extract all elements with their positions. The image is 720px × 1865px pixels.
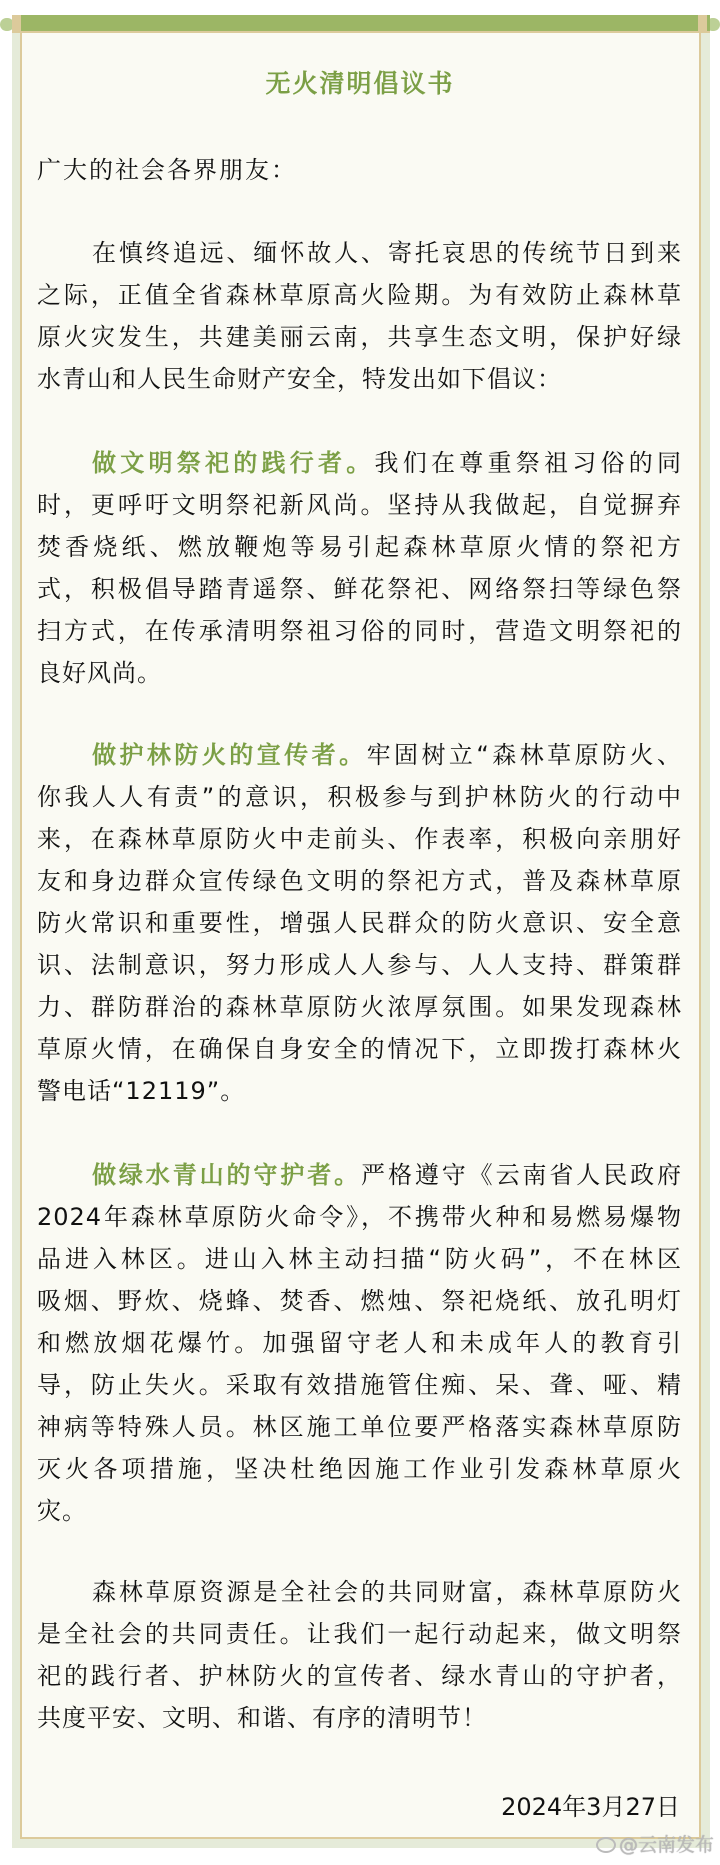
watermark-text: @云南发布: [618, 1834, 714, 1856]
paragraph: [37, 1154, 682, 1532]
line-text: 祀的践行者、护林防火的宣传者、绿水青山的守护者，: [37, 1662, 682, 1690]
text-line: [37, 1238, 682, 1280]
text-line: [37, 652, 682, 694]
line-text: 焚香烧纸、燃放鞭炮等易引起森林草原火情的祭祀方: [37, 533, 682, 561]
line-text: 和燃放烟花爆竹。加强留守老人和未成年人的教育引: [37, 1329, 682, 1357]
paragraph: [37, 1571, 682, 1739]
paragraph-lead-heading: 做文明祭祀的践行者。: [92, 449, 375, 477]
line-text: 你我人人有责”的意识，积极参与到护林防火的行动中: [37, 783, 682, 811]
text-line: [37, 902, 682, 944]
text-line: [37, 1490, 682, 1532]
salutation: 广大的社会各界朋友：: [37, 156, 297, 184]
line-text: 2024年森林草原防火命令》，不携带火种和易燃易爆物: [37, 1203, 682, 1231]
text-line: [37, 1196, 682, 1238]
line-text: 力、群防群治的森林草原防火浓厚氛围。如果发现森林: [37, 993, 682, 1021]
text-line: [37, 860, 682, 902]
line-text: 草原火情，在确保自身安全的情况下，立即拨打森林火: [37, 1035, 682, 1063]
text-line: [37, 1280, 682, 1322]
text-line: [37, 1154, 682, 1196]
paragraph: [37, 734, 682, 1112]
text-line: [37, 1571, 682, 1613]
line-text: 扫方式，在传承清明祭祖习俗的同时，营造文明祭祀的: [37, 617, 682, 645]
line-text: 原火灾发生，共建美丽云南，共享生态文明，保护好绿: [37, 323, 682, 351]
watermark: [596, 1832, 714, 1858]
paragraph-lead-heading: 做绿水青山的守护者。: [92, 1161, 362, 1189]
line-text: 式，积极倡导踏青遥祭、鲜花祭祀、网络祭扫等绿色祭: [37, 575, 682, 603]
document-date: 2024年3月27日: [501, 1793, 680, 1821]
line-text: 是全社会的共同责任。让我们一起行动起来，做文明祭: [37, 1620, 682, 1648]
line-text: 水青山和人民生命财产安全，特发出如下倡议：: [37, 365, 562, 393]
line-text: 导，防止失火。采取有效措施管住痴、呆、聋、哑、精: [37, 1371, 682, 1399]
text-line: [37, 358, 682, 400]
text-line: [37, 610, 682, 652]
line-text: 之际，正值全省森林草原高火险期。为有效防止森林草: [37, 281, 682, 309]
line-text: 识、法制意识，努力形成人人参与、人人支持、群策群: [37, 951, 682, 979]
line-text: 在慎终追远、缅怀故人、寄托哀思的传统节日到来: [92, 239, 682, 267]
text-line: [37, 1364, 682, 1406]
text-line: [37, 568, 682, 610]
text-line: [37, 1613, 682, 1655]
paragraph: [37, 232, 682, 400]
line-text: 防火常识和重要性，增强人民群众的防火意识、安全意: [37, 909, 682, 937]
bar-end-right: [698, 15, 707, 33]
text-line: [37, 316, 682, 358]
line-text: 神病等特殊人员。林区施工单位要严格落实森林草原防: [37, 1413, 682, 1441]
text-line: [37, 1448, 682, 1490]
text-line: [37, 1406, 682, 1448]
line-text: 灾。: [37, 1497, 87, 1525]
paragraph-lead-heading: 做护林防火的宣传者。: [92, 741, 367, 769]
text-line: [37, 442, 682, 484]
text-line: [37, 1322, 682, 1364]
text-line: [37, 986, 682, 1028]
text-line: [37, 526, 682, 568]
line-text: 牢固树立“森林草原防火、: [366, 741, 683, 769]
line-text: 吸烟、野炊、烧蜂、焚香、燃烛、祭祀烧纸、放孔明灯: [37, 1287, 682, 1315]
text-line: [37, 944, 682, 986]
bar-end-left: [12, 15, 21, 33]
line-text: 我们在尊重祭祖习俗的同: [374, 449, 682, 477]
text-line: [37, 818, 682, 860]
text-line: [37, 734, 682, 776]
line-text: 来，在森林草原防火中走前头、作表率，积极向亲朋好: [37, 825, 682, 853]
line-text: 警电话“12119”。: [37, 1077, 246, 1105]
text-line: [37, 1697, 682, 1739]
line-text: 品进入林区。进山入林主动扫描“防火码”，不在林区: [37, 1245, 682, 1273]
line-text: 严格遵守《云南省人民政府: [361, 1161, 682, 1189]
line-text: 时，更呼吁文明祭祀新风尚。坚持从我做起，自觉摒弃: [37, 491, 682, 519]
line-text: 友和身边群众宣传绿色文明的祭祀方式，普及森林草原: [37, 867, 682, 895]
document-title: 无火清明倡议书: [265, 69, 455, 98]
text-line: [37, 1655, 682, 1697]
line-text: 共度平安、文明、和谐、有序的清明节！: [37, 1704, 487, 1732]
text-line: [37, 776, 682, 818]
text-line: [37, 232, 682, 274]
line-text: 森林草原资源是全社会的共同财富，森林草原防火: [92, 1578, 682, 1606]
text-line: [37, 1070, 682, 1112]
line-text: 灭火各项措施，坚决杜绝因施工作业引发森林草原火: [37, 1455, 682, 1483]
text-line: [37, 274, 682, 316]
line-text: 良好风尚。: [37, 659, 162, 687]
paragraph: [37, 442, 682, 694]
text-line: [37, 484, 682, 526]
text-line: [37, 1028, 682, 1070]
weibo-logo-icon: [596, 1837, 616, 1853]
scroll-top-bar: [12, 15, 710, 33]
